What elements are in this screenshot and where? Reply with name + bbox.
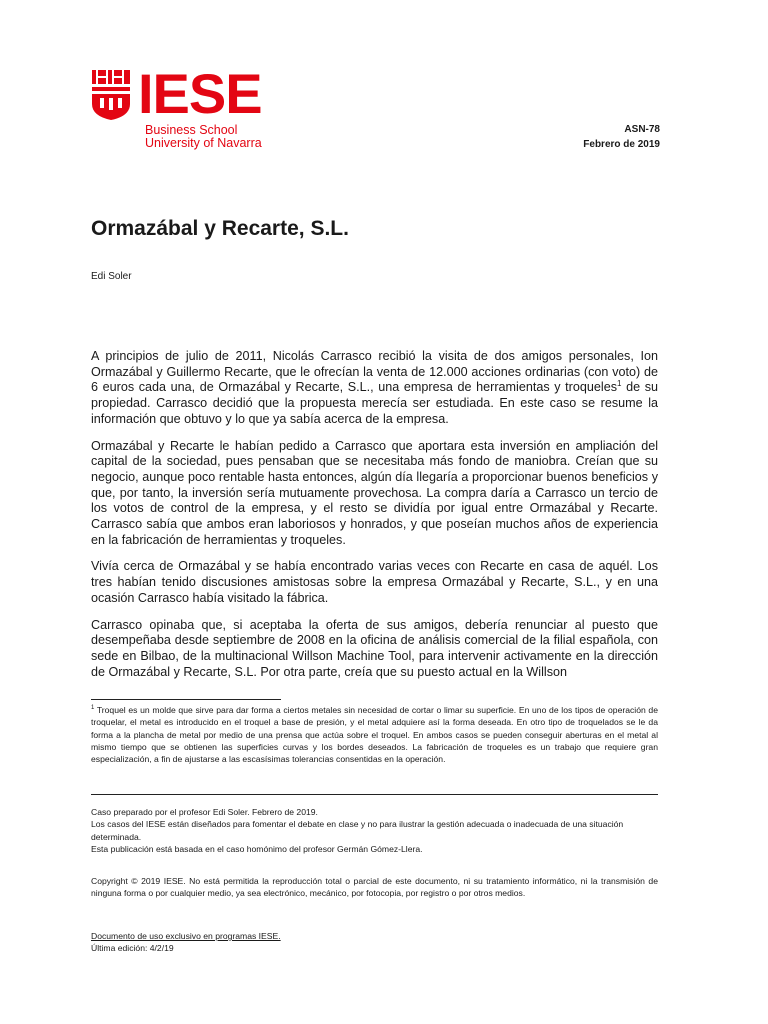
footnote-divider bbox=[91, 699, 281, 700]
notes-line-3: Esta publicación está basada en el caso homónimo del profesor Germán Gómez-Llera. bbox=[91, 843, 423, 854]
notes-divider bbox=[91, 794, 658, 795]
case-title: Ormazábal y Recarte, S.L. bbox=[91, 217, 349, 240]
logo-wordmark: IESE bbox=[138, 62, 262, 125]
footnote-reference: 1 bbox=[617, 379, 622, 389]
usage-line-1: Documento de uso exclusivo en programas IESE. bbox=[91, 931, 281, 941]
paragraph-1 bbox=[91, 349, 658, 428]
notes-line-1: Caso preparado por el profesor Edi Soler. Febrero de 2019. bbox=[91, 807, 318, 817]
document-code: ASN-78 bbox=[624, 124, 660, 135]
paragraph-2: Ormazábal y Recarte le habían pedido a Carrasco que aportara esta inversión en ampliación del capital de la sociedad, pues pensaban que se necesitaba más fondo de maniobra. Creían que su negocio, aunque poco rentable hasta entonces, algún día llegaría a proporcionar buenos beneficios y que, por tanto, la inversión sería mutuamente provechosa. La compra daría a Carrasco un tercio de los votos de control de la empresa, y el resto se dividía por igual entre Ormazábal y Recarte. Carrasco sabía que ambos eran laboriosos y honrados, y que poseían muchos años de experiencia en la fabricación de herramientas y troqueles. bbox=[91, 438, 658, 547]
copyright-notice: Copyright © 2019 IESE. No está permitida la reproducción total o parcial de este documento, ni su tratamiento informático, ni la transmisión de ninguna forma o por cualquier medio, ya sea electrónico, mecánico, por fotocopia, por registro o por otros medios. bbox=[91, 876, 658, 899]
logo-university: University of Navarra bbox=[145, 136, 262, 150]
document-date: Febrero de 2019 bbox=[583, 139, 660, 150]
iese-shield-icon bbox=[92, 70, 130, 120]
notes-line-2: Los casos del IESE están diseñados para fomentar el debate en clase y no para ilustrar la gestión adecuada o inadecuada de una situación determinada. bbox=[91, 819, 624, 842]
footnote bbox=[91, 704, 658, 765]
case-notes bbox=[91, 806, 658, 855]
usage-notice bbox=[91, 930, 281, 955]
case-body bbox=[91, 349, 658, 691]
author-name: Edi Soler bbox=[91, 271, 132, 282]
document-meta bbox=[583, 122, 660, 152]
iese-logo bbox=[92, 62, 262, 152]
paragraph-1-text-cont: de su propiedad. Carrasco decidió que la propuesta merecía ser estudiada. En este caso se resume la información que obtuvo y lo que ya sabía acerca de la empresa. bbox=[91, 380, 658, 426]
paragraph-1-text: A principios de julio de 2011, Nicolás Carrasco recibió la visita de dos amigos personales, Ion Ormazábal y Guillermo Recarte, que le ofrecían la venta de 12.000 acciones ordinarias (con voto) de 6 euros cada una, de Ormazábal y Recarte, S.L., una empresa de herramientas y troqueles bbox=[91, 349, 658, 395]
last-edition: Última edición: 4/2/19 bbox=[91, 943, 174, 954]
logo-subtitle: Business School bbox=[145, 123, 238, 137]
paragraph-3: Vivía cerca de Ormazábal y se había encontrado varias veces con Recarte en casa de aquél. Los tres habían tenido discusiones amistosas sobre la empresa Ormazábal y Recarte, S.L., y en una ocasión Carrasco había visitado la fábrica. bbox=[91, 559, 658, 605]
footnote-text: Troquel es un molde que sirve para dar forma a ciertos metales sin necesidad de cortar o limar su superficie. En uno de los tipos de operación de troquelar, el metal es introducido en el troquel a base de presión, y el metal adquiere así la forma deseada. En otro tipo de troquelados se le da forma a la plancha de metal por medio de una prensa que actúa sobre el troquel. En ambos casos se pueden conseguir aberturas en el metal al mismo tiempo que se obtienen las superficies curvas y los bordes deseados. La fabricación de troqueles es un trabajo que requiere gran especialización, a fin de ajustarse a las escasísimas tolerancias consentidas en la operación. bbox=[91, 705, 658, 765]
paragraph-4: Carrasco opinaba que, si aceptaba la oferta de sus amigos, debería renunciar al puesto que desempeñaba desde septiembre de 2008 en la oficina de análisis comercial de la filial española, con sede en Bilbao, de la multinacional Willson Machine Tool, para intervenir activamente en la dirección de Ormazábal y Recarte, S.L. Por otra parte, creía que su puesto actual en la Willson bbox=[91, 617, 658, 679]
footnote-number: 1 bbox=[91, 705, 95, 712]
